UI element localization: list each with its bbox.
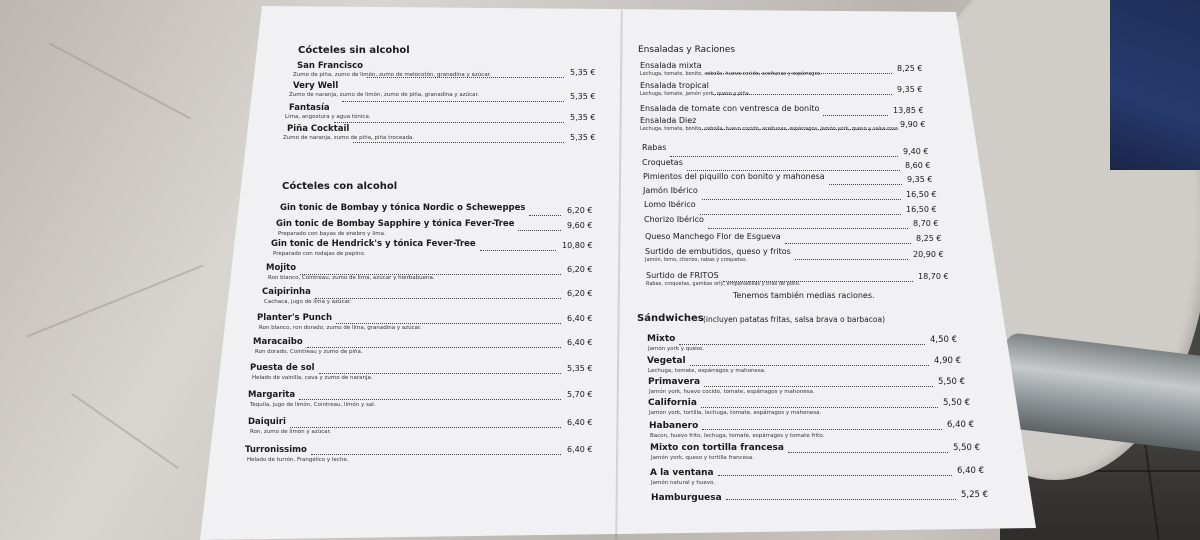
- dot-leader: [713, 94, 892, 95]
- menu-item-name: Ensalada Diez: [640, 116, 697, 125]
- menu-item-name: Hamburguesa: [651, 493, 722, 503]
- menu-item-name: Habanero: [649, 421, 699, 431]
- menu-item-description: Jamón york, huevo cocido, tomate, espárragos y mahonesa.: [649, 389, 815, 395]
- menu-item-price: 6,20 €: [567, 265, 593, 274]
- dot-leader: [788, 452, 948, 453]
- menu-item-description: Helado de vainilla, cava y zumo de naranja.: [252, 375, 373, 381]
- dot-leader: [670, 156, 898, 157]
- menu-item-price: 10,80 €: [562, 241, 593, 250]
- menu-item-price: 16,50 €: [906, 205, 937, 214]
- dot-leader: [700, 129, 895, 130]
- dot-leader: [704, 386, 933, 387]
- menu-item-price: 5,35 €: [570, 92, 596, 101]
- menu-item-price: 8,25 €: [916, 234, 942, 243]
- dot-leader: [700, 214, 901, 215]
- menu-item-name: Ensalada mixta: [640, 61, 702, 70]
- dot-leader: [702, 429, 942, 430]
- menu-item-description: Zumo de naranja, zumo de limón, zumo de piña, granadina y azúcar.: [289, 92, 480, 98]
- menu-item-name: Puesta de sol: [250, 363, 315, 373]
- menu-item-name: Surtido de FRITOS: [646, 271, 719, 280]
- menu-item-name: Piña Cocktail: [287, 124, 350, 134]
- menu-item-name: Gin tonic de Bombay y tónica Nordic o Scheweppes: [280, 203, 526, 213]
- menu-item-price: 6,40 €: [567, 314, 593, 323]
- menu-item-name: Surtido de embutidos, queso y fritos: [645, 247, 791, 256]
- menu-item-name: Daiquiri: [248, 417, 286, 427]
- menu-item-name: Margarita: [248, 390, 296, 400]
- menu-item-description: Ron, zumo de limón y azúcar.: [250, 429, 332, 435]
- menu-item-price: 6,40 €: [567, 445, 593, 454]
- section-heading: Cócteles sin alcohol: [298, 45, 410, 56]
- section-heading: Cócteles con alcohol: [282, 181, 398, 192]
- dot-leader: [679, 344, 925, 345]
- dot-leader: [367, 77, 564, 78]
- menu-item-name: Very Well: [293, 81, 339, 91]
- menu-item-name: Turronissimo: [245, 445, 307, 455]
- dot-leader: [701, 407, 938, 408]
- dot-leader: [690, 365, 929, 366]
- menu-item-name: Jamón Ibérico: [643, 186, 698, 195]
- section-heading: Sándwiches: [637, 313, 704, 324]
- half-portions-note: Tenemos también medias raciones.: [733, 291, 875, 300]
- dot-leader: [342, 101, 564, 102]
- menu-item-description: Lechuga, tomate, bonito, cebolla, huevo cocido, aceitunas y espárragos.: [640, 71, 822, 77]
- menu-item-price: 18,70 €: [918, 272, 949, 281]
- menu-item-price: 9,35 €: [907, 175, 933, 184]
- dot-leader: [353, 142, 564, 143]
- menu-item-price: 6,40 €: [947, 420, 975, 430]
- menu-item-description: Zumo de naranja, zumo de piña, piña troceada.: [283, 135, 415, 141]
- menu-item-price: 5,50 €: [953, 443, 981, 453]
- menu-item-description: Tequila, jugo de limón, Cointreau, limón y sal.: [250, 402, 376, 408]
- menu-item-name: Chorizo Ibérico: [644, 215, 704, 224]
- menu-item-price: 5,50 €: [938, 377, 966, 387]
- menu-item-description: Lima, angostura y agua tónica.: [285, 114, 371, 120]
- dot-leader: [480, 250, 556, 251]
- menu-item-name: Lomo Ibérico: [644, 200, 696, 209]
- menu-item-description: Lechuga, tomate, espárragos y mahonesa.: [648, 368, 766, 374]
- menu-item-price: 8,25 €: [897, 64, 923, 73]
- dot-leader: [823, 115, 888, 116]
- dot-leader: [726, 499, 956, 500]
- menu-item-description: Helado de turrón, Frangélico y leche.: [247, 457, 349, 463]
- menu-item-price: 6,20 €: [567, 289, 593, 298]
- dot-leader: [785, 243, 911, 244]
- menu-item-price: 6,40 €: [567, 338, 593, 347]
- dot-leader: [307, 347, 561, 348]
- menu-item-price: 5,35 €: [570, 68, 596, 77]
- menu-item-description: Jamón york y queso.: [648, 346, 705, 352]
- menu-item-name: Rabas: [642, 143, 667, 152]
- menu-item-name: Primavera: [648, 377, 701, 387]
- menu-item-name: Ensalada de tomate con ventresca de bonito: [640, 104, 820, 113]
- menu-item-price: 8,60 €: [905, 161, 931, 170]
- menu-item-price: 9,40 €: [903, 147, 929, 156]
- section-heading: Ensaladas y Raciones: [638, 45, 736, 55]
- menu-item-name: Vegetal: [647, 356, 686, 366]
- section-subheading: (incluyen patatas fritas, salsa brava o barbacoa): [703, 315, 885, 324]
- menu-item-price: 5,35 €: [567, 364, 593, 373]
- marble-vein: [27, 264, 204, 337]
- menu-item-price: 9,60 €: [567, 221, 593, 230]
- dot-leader: [290, 427, 561, 428]
- menu-item-description: Jamón, lomo, chorizo, rabas y croquetas.: [645, 257, 748, 263]
- dot-leader: [829, 184, 902, 185]
- menu-item-description: Zumo de piña, zumo de limón, zumo de melocotón, granadina y azúcar.: [293, 72, 492, 78]
- menu-item-price: 5,35 €: [570, 113, 596, 122]
- menu-item-name: Croquetas: [642, 158, 683, 167]
- menu-item-name: Pimientos del piquillo con bonito y mahonesa: [643, 172, 825, 181]
- dot-leader: [702, 199, 901, 200]
- marble-vein: [49, 43, 191, 120]
- menu-item-description: Jamón york, queso y tortilla francesa.: [651, 455, 754, 461]
- menu-item-name: Gin tonic de Hendrick's y tónica Fever-Tree: [271, 239, 476, 249]
- menu-item-description: Lechuga, tomate, bonito, cebolla, huevo cocido, aceitunas, espárragos, jamón york, queso y salsa rosa.: [640, 126, 900, 132]
- blue-jacket: [1110, 0, 1200, 170]
- dot-leader: [529, 215, 561, 216]
- menu-item-price: 5,70 €: [567, 390, 593, 399]
- dot-leader: [708, 228, 908, 229]
- dot-leader: [300, 274, 561, 275]
- menu-item-price: 16,50 €: [906, 190, 937, 199]
- menu-item-name: Gin tonic de Bombay Sapphire y tónica Fever-Tree: [276, 219, 515, 229]
- dot-leader: [687, 170, 900, 171]
- marble-vein: [71, 393, 179, 469]
- dot-leader: [518, 230, 561, 231]
- menu-item-description: Cachaca, jugo de lima y azúcar.: [264, 299, 352, 305]
- menu-item-name: Mixto con tortilla francesa: [650, 443, 784, 453]
- menu-item-name: Queso Manchego Flor de Esgueva: [645, 232, 781, 241]
- menu-item-description: Rabas, croquetas, gambas orly, empanadillas y tiras de pollo.: [646, 281, 801, 287]
- dot-leader: [319, 373, 561, 374]
- menu-item-name: Mixto: [647, 334, 676, 344]
- menu-item-description: Ron blanco, ron dorado, zumo de lima, granadina y azúcar.: [259, 325, 422, 331]
- menu-item-price: 9,35 €: [897, 85, 923, 94]
- menu-item-description: Bacon, huevo frito, lechuga, tomate, espárragos y tomate frito.: [650, 433, 825, 439]
- dot-leader: [706, 73, 892, 74]
- menu-item-name: San Francisco: [297, 61, 363, 71]
- menu-item-name: Fantasía: [289, 103, 330, 113]
- menu-item-price: 4,90 €: [934, 356, 962, 366]
- dot-leader: [311, 454, 561, 455]
- menu-item-price: 6,40 €: [957, 466, 985, 476]
- menu-item-name: Planter's Punch: [257, 313, 332, 323]
- dot-leader: [299, 399, 561, 400]
- menu-item-description: Jamón york, tortilla, lechuga, tomate, espárragos y mahonesa.: [649, 410, 822, 416]
- menu-item-price: 5,50 €: [943, 398, 971, 408]
- menu-item-price: 6,20 €: [567, 206, 593, 215]
- menu-item-price: 6,40 €: [567, 418, 593, 427]
- menu-item-description: Jamón natural y huevo.: [651, 480, 715, 486]
- menu-item-price: 5,25 €: [961, 490, 989, 500]
- menu-item-name: Ensalada tropical: [640, 81, 709, 90]
- menu-item-price: 20,90 €: [913, 250, 944, 259]
- menu-item-name: A la ventana: [650, 468, 714, 478]
- menu-item-name: Mojito: [266, 263, 297, 273]
- menu-item-price: 4,50 €: [930, 335, 958, 345]
- dot-leader: [718, 475, 952, 476]
- dot-leader: [723, 281, 913, 282]
- menu-item-price: 8,70 €: [913, 219, 939, 228]
- menu-item-description: Ron dorado, Cointreau y zumo de piña.: [255, 349, 363, 355]
- menu-item-description: Preparado con bayas de enebro y lima.: [278, 231, 386, 237]
- menu-item-description: Ron blanco, Cointreau, zumo de lima, azúcar y hierbabuena.: [268, 275, 435, 281]
- menu-item-name: Caipirinha: [262, 287, 311, 297]
- menu-item-price: 9,90 €: [900, 120, 926, 129]
- menu-item-price: 13,85 €: [893, 106, 924, 115]
- dot-leader: [795, 259, 908, 260]
- dot-leader: [334, 122, 564, 123]
- menu-item-name: Maracaibo: [253, 337, 303, 347]
- menu-item-description: Lechuga, tomate, jamón york, queso y piña.: [640, 91, 751, 97]
- menu-item-description: Preparado con rodajas de pepino.: [273, 251, 366, 257]
- menu-item-name: California: [648, 398, 697, 408]
- dot-leader: [315, 298, 561, 299]
- menu-item-price: 5,35 €: [570, 133, 596, 142]
- dot-leader: [336, 323, 561, 324]
